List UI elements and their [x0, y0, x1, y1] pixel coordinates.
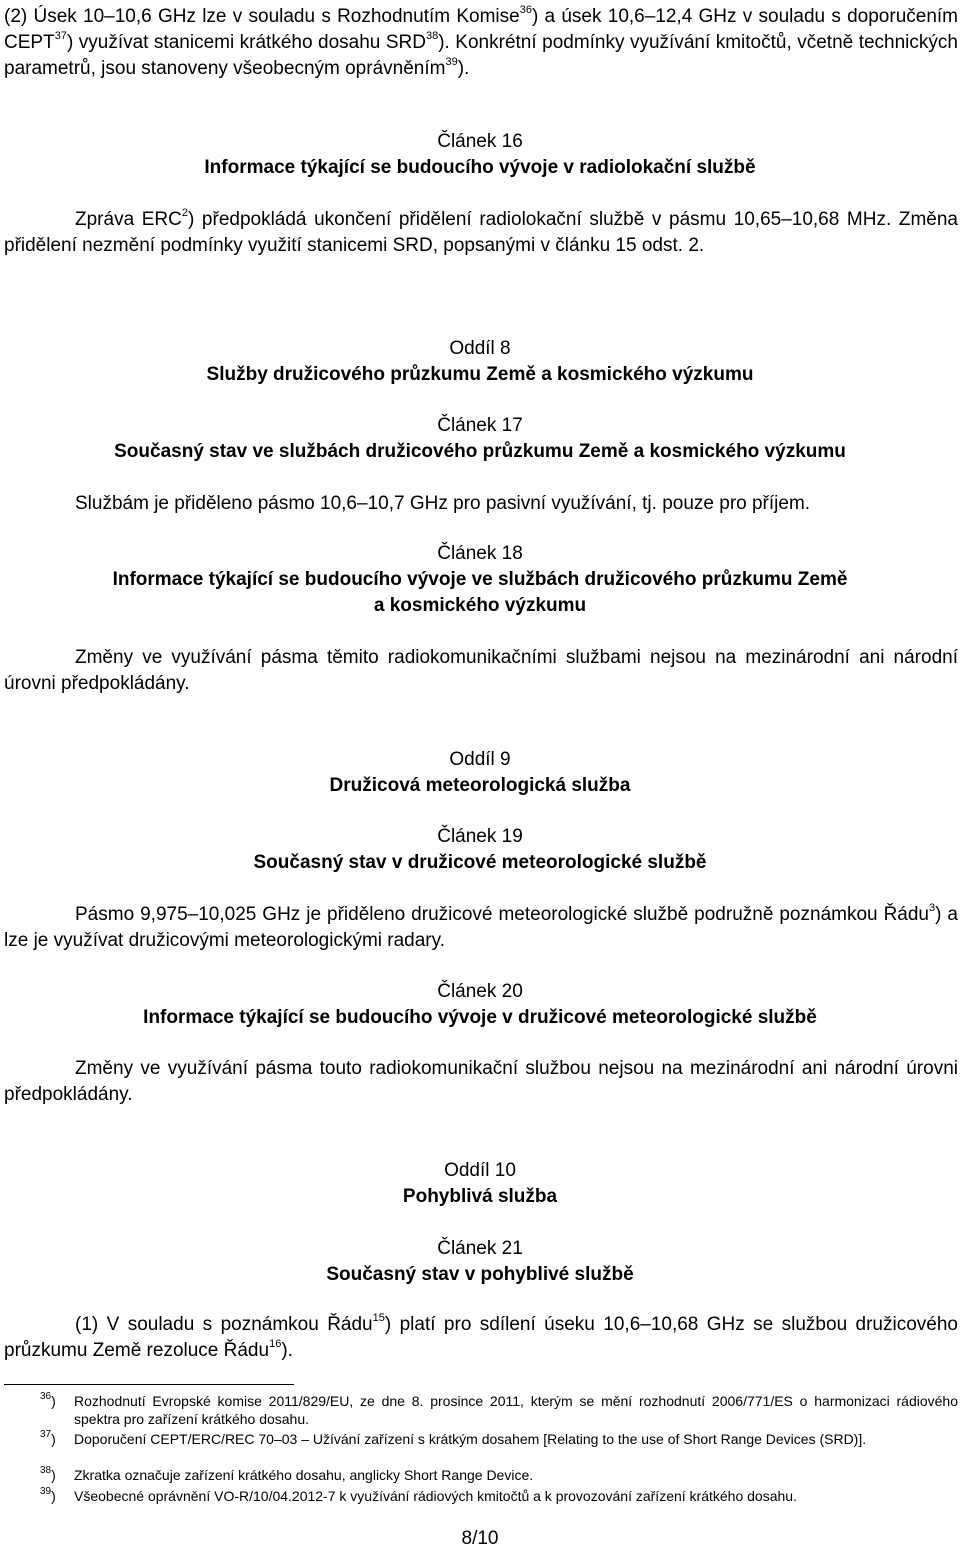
footnote-ref-37[interactable]: 37: [54, 29, 67, 42]
footnote-ref-36[interactable]: 36: [519, 3, 532, 16]
article-20-label: Článek 20: [437, 981, 523, 1002]
article-17-title: Současný stav ve službách družicového průzkumu Země a kosmického výzkumu: [114, 441, 846, 462]
article-17-label: Článek 17: [437, 415, 523, 436]
article-19-title: Současný stav v družicové meteorologické službě: [253, 852, 707, 873]
article-16-label: Článek 16: [437, 131, 523, 152]
paragraph-2: [4, 4, 958, 82]
article-18-text: Změny ve využívání pásma těmito radiokomunikačními službami nejsou na mezinárodní ani národní úrovni předpokládány.: [4, 647, 958, 694]
paragraph-text: ) platí pro sdílení úseku 10,6–10,68 GHz se službou družicového průzkumu Země rezoluce Řádu: [4, 1314, 958, 1361]
footnote-number: $^{38}$): [40, 1465, 56, 1483]
article-18-title-line2: a kosmického výzkumu: [373, 595, 587, 616]
paragraph-text: ) a úsek 10,6–12,4 GHz v souladu s doporučením CEPT: [4, 6, 959, 53]
paragraph-text: ).: [457, 58, 470, 79]
article-21-title: Současný stav v pohyblivé službě: [326, 1264, 634, 1285]
paragraph-text: (2) Úsek 10–10,6 GHz lze v souladu s Rozhodnutím Komise: [4, 6, 520, 27]
footnote-39: [40, 1487, 958, 1505]
article-16-text: [4, 207, 958, 259]
footnote-ref-2[interactable]: 2: [181, 206, 188, 219]
footnote-ref-16[interactable]: 16: [269, 1337, 282, 1350]
paragraph-text: ) využívat stanicemi krátkého dosahu SRD: [66, 32, 426, 53]
article-18-title-line1: Informace týkající se budoucího vývoje ve službách družicového průzkumu Země: [112, 569, 848, 590]
article-18-label: Článek 18: [437, 543, 523, 564]
section-10-title: Pohyblivá služba: [402, 1186, 558, 1207]
footnote-text: Rozhodnutí Evropské komise 2011/829/EU, ze dne 8. prosince 2011, kterým se mění rozhodnutí 2006/771/ES o harmonizaci rádiového spektra pro zařízení krátkého dosahu.: [74, 1393, 958, 1427]
footnote-number: $^{37}$): [40, 1429, 56, 1447]
article-19-label: Článek 19: [437, 826, 523, 847]
page-number: 8/10: [461, 1528, 499, 1549]
article-20-title: Informace týkající se budoucího vývoje v družicové meteorologické službě: [143, 1007, 817, 1028]
paragraph-text: ).: [281, 1340, 293, 1361]
footnote-ref-38[interactable]: 38: [425, 29, 439, 42]
section-8-label: Oddíl 8: [449, 338, 511, 359]
footnote-separator: [4, 1384, 294, 1385]
article-21-label: Článek 21: [437, 1238, 523, 1259]
section-8-title: Služby družicového průzkumu Země a kosmického výzkumu: [206, 364, 754, 385]
section-10-label: Oddíl 10: [444, 1160, 516, 1181]
footnote-text: Zkratka označuje zařízení krátkého dosahu, anglicky Short Range Device.: [74, 1467, 534, 1483]
section-9-title: Družicová meteorologická služba: [329, 775, 631, 796]
footnote-text: Doporučení CEPT/ERC/REC 70–03 – Užívání zařízení s krátkým dosahem [Relating to the use of Short Range Devices (SRD)].: [74, 1431, 867, 1447]
footnote-ref-15[interactable]: 15: [372, 1311, 385, 1324]
footnote-38: [40, 1466, 958, 1484]
article-19-text: [4, 902, 958, 954]
article-17-text: Službám je přiděleno pásmo 10,6–10,7 GHz pro pasivní využívání, tj. pouze pro příjem.: [75, 493, 811, 514]
paragraph-text: Zpráva ERC: [75, 209, 182, 230]
article-20-text: Změny ve využívání pásma touto radiokomunikační službou nejsou na mezinárodní ani národní úrovni předpokládány.: [4, 1058, 958, 1105]
footnote-37: [40, 1430, 958, 1448]
footnote-number: $^{36}$): [40, 1391, 56, 1409]
paragraph-text: (1) V souladu s poznámkou Řádu: [75, 1314, 373, 1335]
paragraph-text: Pásmo 9,975–10,025 GHz je přiděleno družicové meteorologické službě podružně poznámkou Řádu: [75, 904, 929, 925]
article-16-title: Informace týkající se budoucího vývoje v radiolokační službě: [204, 157, 756, 178]
footnote-ref-39[interactable]: 39: [445, 55, 458, 68]
paragraph-text: ). Konkrétní podmínky využívání kmitočtů, včetně technických parametrů, jsou stanoveny všeobecným oprávněním: [4, 32, 958, 79]
paragraph-text: ) předpokládá ukončení přidělení radiolokační službě v pásmu 10,65–10,68 MHz. Změna přidělení nezmění podmínky využití stanicemi SRD, popsanými v článku 15 odst. 2.: [4, 209, 958, 256]
section-9-label: Oddíl 9: [449, 749, 511, 770]
article-21-text: [4, 1312, 958, 1364]
footnote-ref-3[interactable]: 3: [929, 901, 936, 914]
footnote-number: $^{39}$): [40, 1486, 56, 1504]
footnote-36: [40, 1392, 958, 1428]
footnote-text: Všeobecné oprávnění VO-R/10/04.2012-7 k využívání rádiových kmitočtů a k provozování zařízení krátkého dosahu.: [74, 1488, 797, 1504]
paragraph-text: ) a lze je využívat družicovými meteorologickými radary.: [4, 904, 958, 951]
